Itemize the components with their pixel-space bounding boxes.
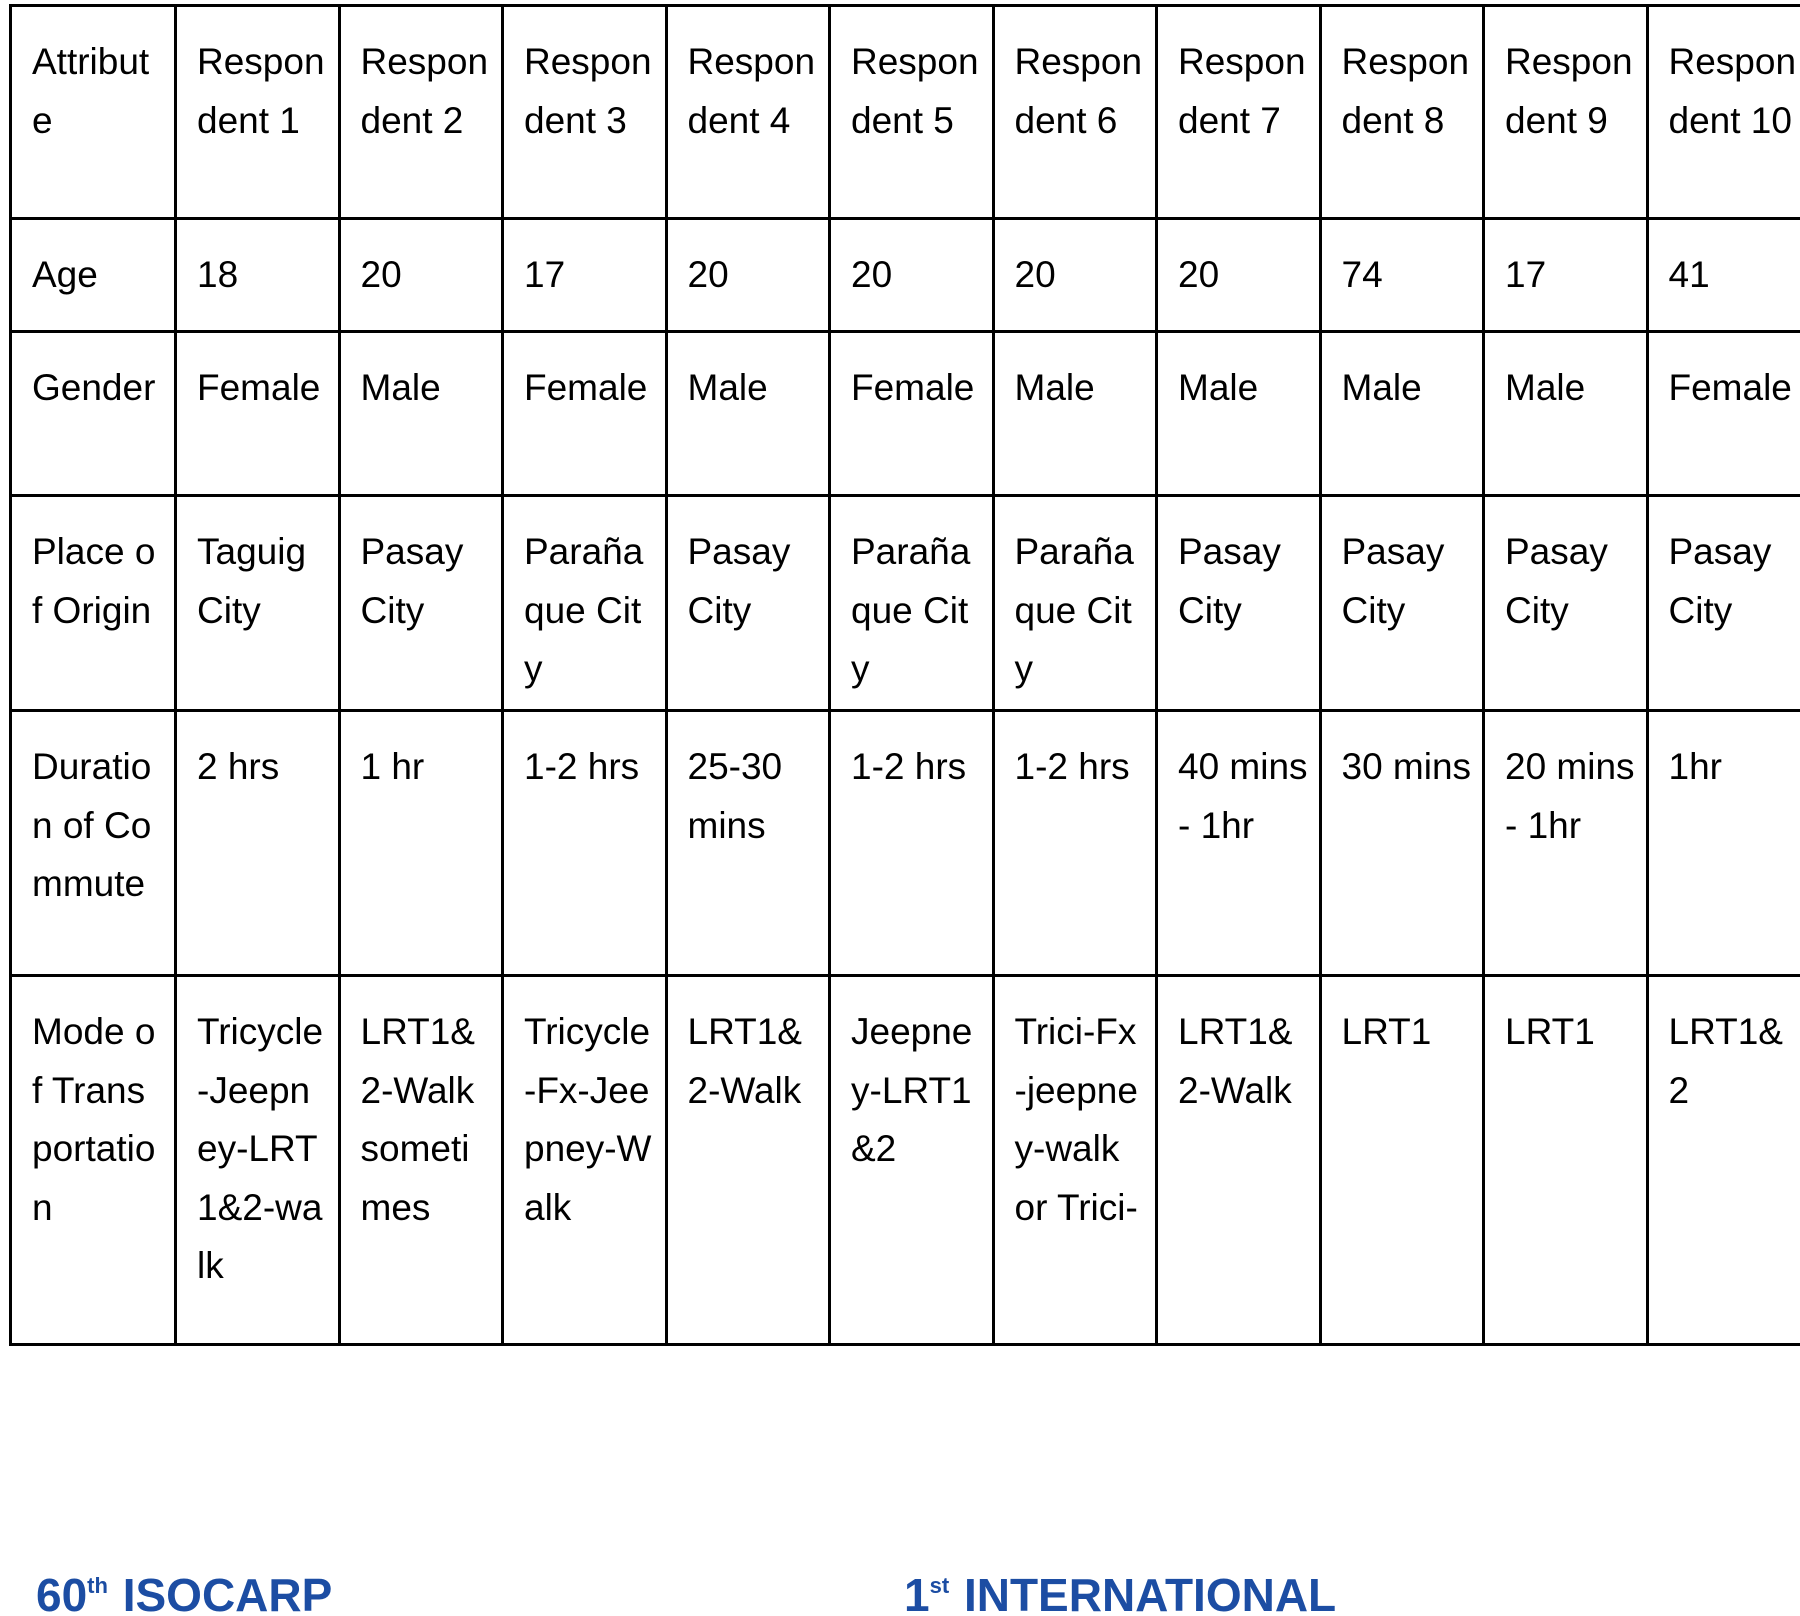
table-cell: Pasay City: [1320, 496, 1484, 711]
table-cell: 1-2 hrs: [830, 711, 994, 976]
table-cell: Pasay City: [666, 496, 830, 711]
table-cell: 17: [1484, 219, 1648, 332]
footer-left-suffix: th: [87, 1573, 108, 1598]
table-cell: LRT1&2: [1647, 976, 1800, 1345]
table-cell: 41: [1647, 219, 1800, 332]
table-cell: Female: [1647, 332, 1800, 496]
table-cell: Jeepney-LRT1&2: [830, 976, 994, 1345]
table-cell: Female: [830, 332, 994, 496]
footer-logo-international: [904, 1572, 1336, 1616]
respondent-header-cell: Respondent 1: [176, 6, 340, 219]
table-row: [11, 496, 1800, 711]
table-cell: 20: [830, 219, 994, 332]
table-cell: Pasay City: [1484, 496, 1648, 711]
table-row: [11, 711, 1800, 976]
table-cell: 17: [503, 219, 667, 332]
table-cell: 30 mins: [1320, 711, 1484, 976]
table-cell: 25-30 mins: [666, 711, 830, 976]
attribute-label-cell: Age: [11, 219, 176, 332]
table-cell: Tricycle-Jeepney-LRT1&2-walk: [176, 976, 340, 1345]
table-cell: LRT1: [1484, 976, 1648, 1345]
table-cell: Male: [993, 332, 1157, 496]
table-cell: 40 mins - 1hr: [1157, 711, 1321, 976]
table-cell: Female: [503, 332, 667, 496]
table-cell: 20: [666, 219, 830, 332]
table-cell: Male: [1320, 332, 1484, 496]
table-cell: LRT1&2-Walk: [1157, 976, 1321, 1345]
respondent-attribute-table: [9, 4, 1800, 1346]
footer-right-number: 1: [904, 1572, 930, 1616]
footer-right-suffix: st: [929, 1573, 950, 1598]
respondent-header-cell: Respondent 8: [1320, 6, 1484, 219]
table-cell: Male: [1157, 332, 1321, 496]
table-cell: 1-2 hrs: [993, 711, 1157, 976]
table-cell: Male: [339, 332, 503, 496]
attribute-label-cell: Duration of Commute: [11, 711, 176, 976]
respondent-header-cell: Respondent 5: [830, 6, 994, 219]
table-cell: Parañaque City: [503, 496, 667, 711]
table-cell: Parañaque City: [993, 496, 1157, 711]
table-cell: Pasay City: [339, 496, 503, 711]
footer-left-number: 60: [36, 1572, 88, 1616]
table-cell: LRT1&2-Walk: [666, 976, 830, 1345]
table-row: [11, 332, 1800, 496]
respondent-header-cell: Respondent 10: [1647, 6, 1800, 219]
table-cell: 18: [176, 219, 340, 332]
table-cell: 20: [1157, 219, 1321, 332]
table-row: [11, 219, 1800, 332]
table-cell: Female: [176, 332, 340, 496]
table-cell: 1 hr: [339, 711, 503, 976]
table-cell: 2 hrs: [176, 711, 340, 976]
table-cell: 20 mins- 1hr: [1484, 711, 1648, 976]
table-cell: Parañaque City: [830, 496, 994, 711]
table-cell: Pasay City: [1157, 496, 1321, 711]
respondent-header-cell: Respondent 7: [1157, 6, 1321, 219]
respondent-header-cell: Respondent 9: [1484, 6, 1648, 219]
table-cell: Taguig City: [176, 496, 340, 711]
attribute-label-cell: Mode of Transportation: [11, 976, 176, 1345]
table-cell: 20: [993, 219, 1157, 332]
attribute-label-cell: Gender: [11, 332, 176, 496]
table-cell: Tricycle-Fx-Jeepney-Walk: [503, 976, 667, 1345]
table-cell: 74: [1320, 219, 1484, 332]
table-row: [11, 976, 1800, 1345]
respondent-header-cell: Respondent 3: [503, 6, 667, 219]
footer-right-text: INTERNATIONAL: [963, 1572, 1337, 1616]
attribute-label-cell: Place of Origin: [11, 496, 176, 711]
table-cell: LRT1: [1320, 976, 1484, 1345]
footer-left-text: ISOCARP: [122, 1572, 333, 1616]
footer-logo-isocarp: [36, 1572, 332, 1616]
table-cell: 20: [339, 219, 503, 332]
respondent-header-cell: Respondent 6: [993, 6, 1157, 219]
table-cell: LRT1&2-Walk sometimes: [339, 976, 503, 1345]
respondent-header-cell: Respondent 2: [339, 6, 503, 219]
table-cell: Male: [1484, 332, 1648, 496]
table-cell: Male: [666, 332, 830, 496]
table-cell: Pasay City: [1647, 496, 1800, 711]
table-cell: Trici-Fx-jeepney-walk or Trici-: [993, 976, 1157, 1345]
attribute-label-cell: Attribute: [11, 6, 176, 219]
table-header-row: [11, 6, 1800, 219]
table-cell: 1hr: [1647, 711, 1800, 976]
table-cell: 1-2 hrs: [503, 711, 667, 976]
respondent-header-cell: Respondent 4: [666, 6, 830, 219]
